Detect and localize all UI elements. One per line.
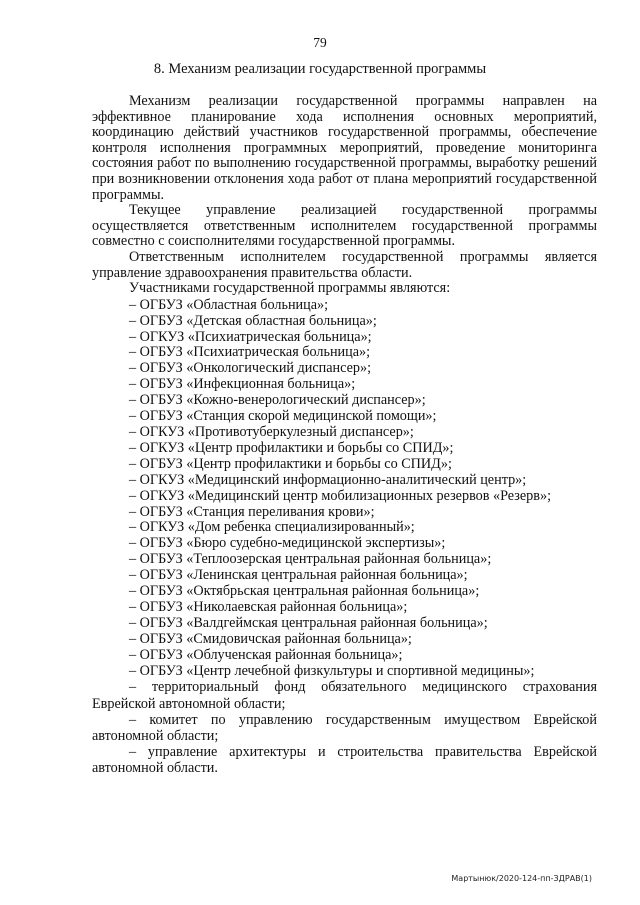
list-item: – ОГБУЗ «Николаевская районная больница»; <box>129 598 408 615</box>
list-item: – ОГБУЗ «Психиатрическая больница»; <box>129 344 371 361</box>
list-item: – ОГБУЗ «Инфекционная больница»; <box>129 376 356 393</box>
list-item: – ОГБУЗ «Октябрьская центральная районная больница»; <box>129 583 480 600</box>
participants-intro: Участниками государственной программы являются: <box>129 280 451 297</box>
page-number: 79 <box>313 35 327 50</box>
participants-list <box>92 298 597 680</box>
list-item: – ОГКУЗ «Дом ребенка специализированный»; <box>129 519 415 536</box>
list-item: – ОГКУЗ «Психиатрическая больница»; <box>129 328 372 345</box>
list-item: – ОГБУЗ «Станция скорой медицинской помощи»; <box>129 408 437 425</box>
list-item: – ОГБУЗ «Смидовичская районная больница»; <box>129 630 412 647</box>
list-item: – ОГБУЗ «Бюро судебно-медицинской экспертизы»; <box>129 535 446 552</box>
paragraph-responsible-executor: Ответственным исполнителем государственной программы является управление здравоохранения правительства области. <box>92 248 597 281</box>
item-property-committee: – комитет по управлению государственным имуществом Еврейской автономной области; <box>92 711 597 745</box>
list-item: – ОГБУЗ «Областная больница»; <box>129 296 329 313</box>
list-item: – ОГБУЗ «Центр профилактики и борьбы со СПИД»; <box>129 455 452 472</box>
paragraph-current-management: Текущее управление реализацией государственной программы осуществляется ответственным исполнителем государственной программы совместно с соисполнителями государственной программы. <box>92 202 597 250</box>
footer-code: Мартынюк/2020-124-пп-ЗДРАВ(1) <box>451 874 592 883</box>
section-title: 8. Механизм реализации государственной программы <box>153 61 487 77</box>
list-item: – ОГБУЗ «Центр лечебной физкультуры и спортивной медицины»; <box>129 662 535 679</box>
list-item: – ОГБУЗ «Детская областная больница»; <box>129 312 377 329</box>
list-item: – ОГБУЗ «Ленинская центральная районная больница»; <box>129 567 468 584</box>
list-item: – ОГБУЗ «Теплоозерская центральная районная больница»; <box>129 551 492 568</box>
list-item: – ОГКУЗ «Центр профилактики и борьбы со СПИД»; <box>129 439 454 456</box>
paragraph-mechanism: Механизм реализации государственной программы направлен на эффективное планирование хода исполнения основных мероприятий, координацию действий участников государственной программы, обеспечение контроля исполнения программных мероприятий, проведение мониторинга состояния работ по выполнению государственной программы, выработку решений при возникновении отклонения хода работ от плана мероприятий государственной программы. <box>92 93 597 203</box>
document-body <box>92 94 597 777</box>
list-item: – ОГБУЗ «Валдгеймская центральная районная больница»; <box>129 614 488 631</box>
list-item: – ОГБУЗ «Станция переливания крови»; <box>129 503 375 520</box>
item-architecture-department: – управление архитектуры и строительства правительства Еврейской автономной области. <box>92 744 597 777</box>
list-item: – ОГБУЗ «Онкологический диспансер»; <box>129 360 372 377</box>
list-item: – ОГКУЗ «Медицинский центр мобилизационных резервов «Резерв»; <box>129 487 552 504</box>
item-territorial-fund: – территориальный фонд обязательного медицинского страхования Еврейской автономной области; <box>92 679 597 712</box>
list-item: – ОГБУЗ «Кожно-венерологический диспансер»; <box>129 392 426 409</box>
list-item: – ОГКУЗ «Противотуберкулезный диспансер»; <box>129 423 414 440</box>
list-item: – ОГКУЗ «Медицинский информационно-аналитический центр»; <box>129 471 527 488</box>
list-item: – ОГБУЗ «Облученская районная больница»; <box>129 646 403 663</box>
